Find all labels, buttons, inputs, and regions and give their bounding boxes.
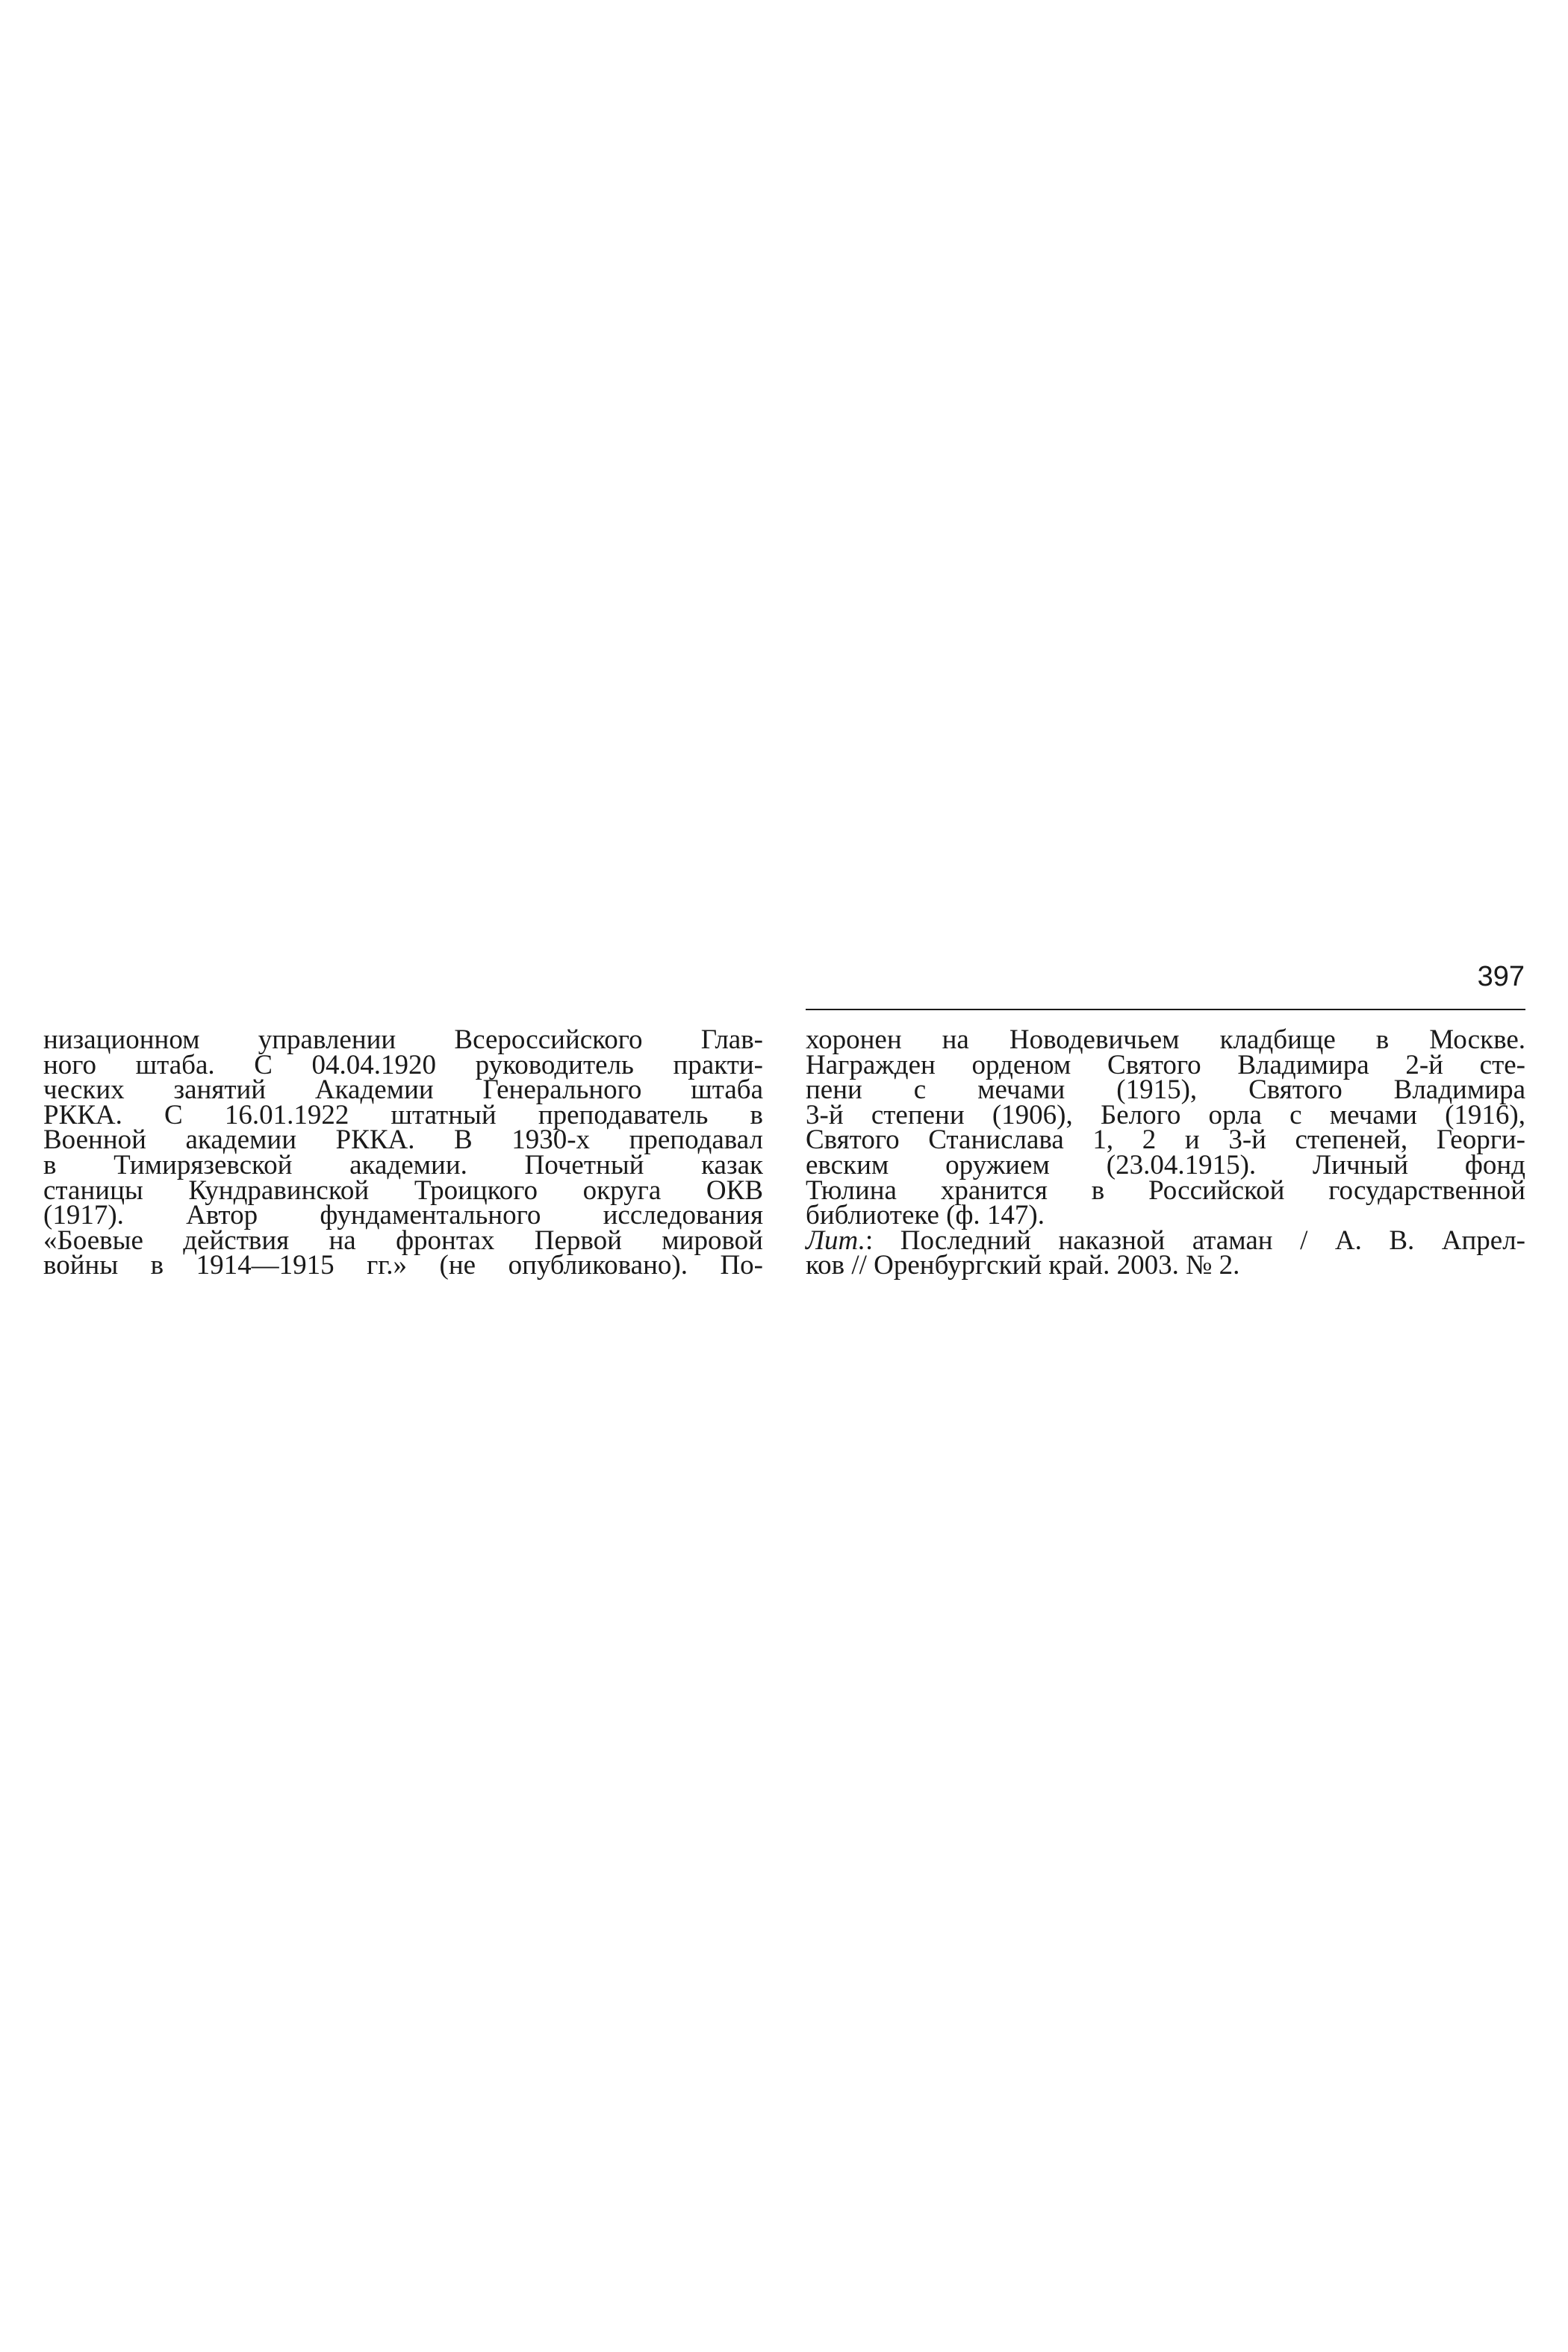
text-line: в Тимирязевской академии. Почетный казак [43, 1149, 763, 1180]
text-line: ного штаба. С 04.04.1920 руководитель практи- [43, 1049, 763, 1080]
right-column [806, 1024, 1525, 1281]
text-line: ческих занятий Академии Генерального штаба [43, 1074, 763, 1106]
text-line: хоронен на Новодевичьем кладбище в Москве. [806, 1024, 1525, 1055]
literature-label: Лит. [806, 1225, 865, 1256]
left-column [43, 1024, 763, 1281]
header-rule [806, 1009, 1525, 1010]
text-line: библиотеке (ф. 147). [806, 1200, 1045, 1231]
literature-text: : Последний наказной атаман / А. В. Апрел- [865, 1225, 1525, 1256]
text-line: пени с мечами (1915), Святого Владимира [806, 1074, 1525, 1106]
text-line: евским оружием (23.04.1915). Личный фонд [806, 1149, 1525, 1180]
text-line: войны в 1914—1915 гг.» (не опубликовано). По- [43, 1250, 763, 1281]
text-line: станицы Кундравинской Троицкого округа ОКВ [43, 1175, 763, 1206]
text-line: РККА. С 16.01.1922 штатный преподаватель в [43, 1099, 763, 1130]
text-line: Тюлина хранится в Российской государственной [806, 1175, 1525, 1206]
literature-reference [806, 1225, 1525, 1256]
text-line: 3-й степени (1906), Белого орла с мечами (1916), [806, 1099, 1525, 1130]
page-number: 397 [1477, 961, 1525, 992]
literature-reference-cont: ков // Оренбургский край. 2003. № 2. [806, 1250, 1240, 1281]
text-line: «Боевые действия на фронтах Первой мировой [43, 1225, 763, 1256]
text-line: (1917). Автор фундаментального исследования [43, 1200, 763, 1231]
text-line: Награжден орденом Святого Владимира 2-й сте- [806, 1049, 1525, 1080]
text-line: низационном управлении Всероссийского Глав- [43, 1024, 763, 1055]
text-line: Военной академии РККА. В 1930-х преподавал [43, 1124, 763, 1156]
text-line: Святого Станислава 1, 2 и 3-й степеней, Георги- [806, 1124, 1525, 1156]
